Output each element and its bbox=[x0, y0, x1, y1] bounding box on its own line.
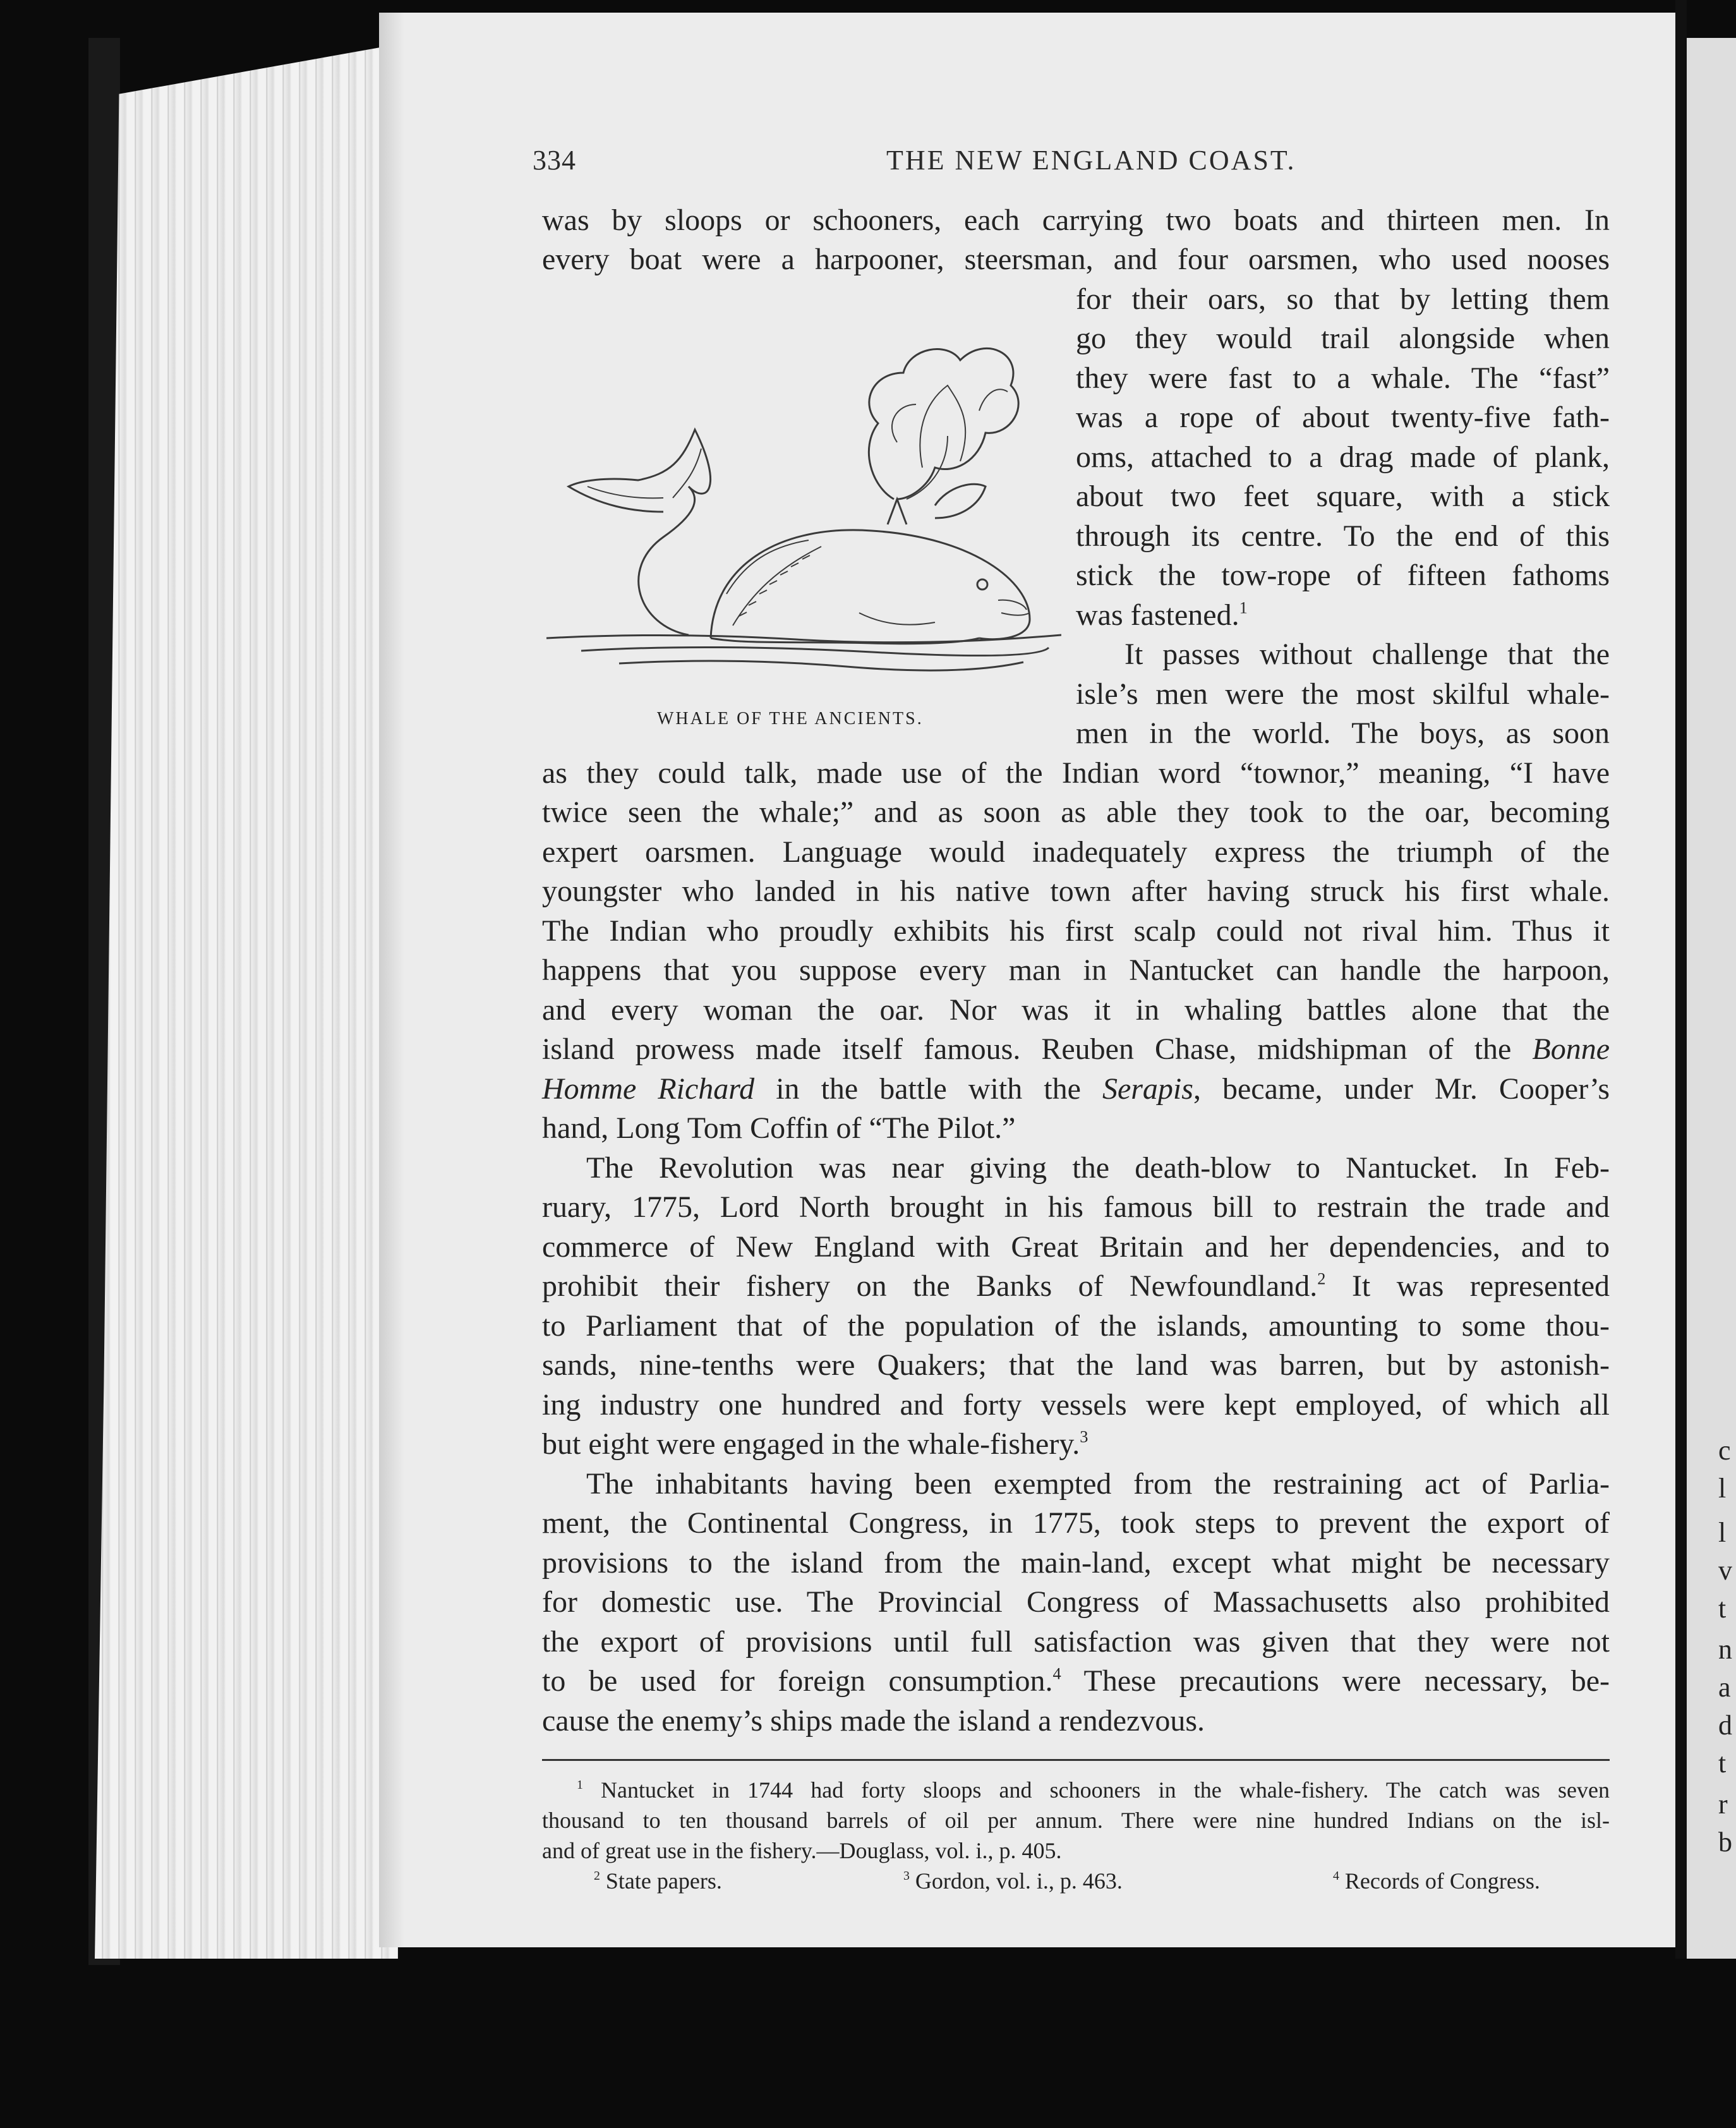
text-line bbox=[542, 1425, 1610, 1464]
next-page-letter: b bbox=[1718, 1827, 1732, 1858]
next-page-letter: n bbox=[1718, 1634, 1732, 1665]
text-fragment: in the battle with the bbox=[776, 1072, 1081, 1106]
ship-name: Homme Richard bbox=[542, 1072, 755, 1106]
footnote-4 bbox=[1333, 1866, 1540, 1895]
next-page-letter: l bbox=[1718, 1473, 1727, 1504]
footnote-mark: 2 bbox=[594, 1869, 600, 1883]
footnote-mark: 1 bbox=[577, 1778, 583, 1792]
footnote-mark: 4 bbox=[1333, 1869, 1339, 1883]
next-page-letter: t bbox=[1718, 1748, 1727, 1779]
footnote-text: Nantucket in 1744 had forty sloops and schooners in the whale-fishery. The catch was seven bbox=[601, 1777, 1610, 1803]
text-fragment: was fastened. bbox=[1076, 598, 1239, 632]
text-line: The Indian who proudly exhibits his first scalp could not rival him. Thus it bbox=[542, 914, 1610, 948]
footnote-text: Records of Congress. bbox=[1344, 1868, 1540, 1894]
footnote-text: State papers. bbox=[605, 1868, 722, 1894]
page-edges bbox=[95, 44, 398, 1959]
text-line bbox=[542, 1267, 1610, 1306]
text-fragment: prohibit their fishery on the Banks of Newfoundland. bbox=[542, 1269, 1318, 1303]
text-line: through its centre. To the end of this bbox=[1076, 519, 1610, 553]
text-line: go they would trail alongside when bbox=[1076, 322, 1610, 355]
text-line: youngster who landed in his native town after having struck his first whale. bbox=[542, 874, 1610, 908]
page-binding-shadow bbox=[379, 13, 404, 1947]
text-line: commerce of New England with Great Britain and her dependencies, and to bbox=[542, 1230, 1610, 1264]
next-page-letter: c bbox=[1718, 1435, 1731, 1466]
whale-illustration bbox=[543, 297, 1061, 689]
text-line: The inhabitants having been exempted from the restraining act of Parlia- bbox=[586, 1467, 1610, 1501]
next-page-letter: a bbox=[1718, 1672, 1731, 1703]
text-line: sands, nine-tenths were Quakers; that the land was barren, but by astonish- bbox=[542, 1348, 1610, 1382]
ship-name: Serapis bbox=[1102, 1072, 1193, 1106]
text-line: expert oarsmen. Language would inadequately express the triumph of the bbox=[542, 835, 1610, 869]
text-line: It passes without challenge that the bbox=[1124, 638, 1610, 671]
footnote-mark: 3 bbox=[1080, 1427, 1088, 1446]
figure-caption: WHALE OF THE ANCIENTS. bbox=[657, 709, 924, 728]
text-line: as they could talk, made use of the Indian word “townor,” meaning, “I have bbox=[542, 756, 1610, 790]
page-header bbox=[533, 144, 1606, 182]
text-line: ruary, 1775, Lord North brought in his famous bill to restrain the trade and bbox=[542, 1190, 1610, 1224]
next-page-letter: t bbox=[1718, 1593, 1727, 1624]
text-line: happens that you suppose every man in Nantucket can handle the harpoon, bbox=[542, 953, 1610, 987]
text-line: the export of provisions until full satisfaction was given that they were not bbox=[542, 1625, 1610, 1659]
page-number: 334 bbox=[533, 145, 576, 176]
footnote-rule bbox=[542, 1759, 1610, 1761]
text-line: was a rope of about twenty-five fath- bbox=[1076, 401, 1610, 434]
footnote-2 bbox=[594, 1866, 722, 1895]
footnote-mark: 1 bbox=[1239, 598, 1248, 617]
text-line: stick the tow-rope of fifteen fathoms bbox=[1076, 559, 1610, 592]
footnote-text: Gordon, vol. i., p. 463. bbox=[915, 1868, 1123, 1894]
footnote-mark: 4 bbox=[1052, 1664, 1061, 1683]
text-line: ing industry one hundred and forty vessels were kept employed, of which all bbox=[542, 1388, 1610, 1422]
next-page-letter: v bbox=[1718, 1555, 1732, 1586]
next-page-letter: l bbox=[1718, 1517, 1727, 1548]
text-line bbox=[1076, 596, 1610, 635]
text-line: was by sloops or schooners, each carrying two boats and thirteen men. In bbox=[542, 203, 1610, 237]
text-line: they were fast to a whale. The “fast” bbox=[1076, 361, 1610, 395]
text-fragment: but eight were engaged in the whale-fishery. bbox=[542, 1427, 1080, 1461]
gutter bbox=[1675, 0, 1687, 1959]
text-line: men in the world. The boys, as soon bbox=[1076, 716, 1610, 750]
text-line: cause the enemy’s ships made the island a rendezvous. bbox=[542, 1704, 1205, 1738]
footnote-1-line: and of great use in the fishery.—Douglass, vol. i., p. 405. bbox=[542, 1838, 1062, 1863]
text-line: about two feet square, with a stick bbox=[1076, 480, 1610, 513]
ship-name: Bonne bbox=[1532, 1032, 1610, 1066]
text-fragment: island prowess made itself famous. Reuben Chase, midshipman of the bbox=[542, 1032, 1512, 1066]
text-fragment: , became, under Mr. Cooper’s bbox=[1193, 1072, 1610, 1106]
footnote-mark: 3 bbox=[903, 1869, 910, 1883]
footnote-mark: 2 bbox=[1317, 1269, 1326, 1288]
text-line: and every woman the oar. Nor was it in whaling battles alone that the bbox=[542, 993, 1610, 1027]
text-line: isle’s men were the most skilful whale- bbox=[1076, 677, 1610, 711]
running-head: THE NEW ENGLAND COAST. bbox=[886, 145, 1296, 176]
next-page-letter: r bbox=[1718, 1789, 1728, 1820]
next-page-edge bbox=[1687, 38, 1736, 1959]
text-line: for domestic use. The Provincial Congress of Massachusetts also prohibited bbox=[542, 1585, 1610, 1619]
text-line: twice seen the whale;” and as soon as able they took to the oar, becoming bbox=[542, 795, 1610, 829]
text-line: to Parliament that of the population of the islands, amounting to some thou- bbox=[542, 1309, 1610, 1343]
text-line bbox=[542, 1070, 1610, 1109]
text-line: for their oars, so that by letting them bbox=[1076, 282, 1610, 316]
text-line: ment, the Continental Congress, in 1775, took steps to prevent the export of bbox=[542, 1506, 1610, 1540]
footnote-1-line: thousand to ten thousand barrels of oil per annum. There were nine hundred Indians on the isl- bbox=[542, 1808, 1610, 1833]
text-line bbox=[542, 1662, 1610, 1701]
text-fragment: It was represented bbox=[1351, 1269, 1610, 1303]
text-line: hand, Long Tom Coffin of “The Pilot.” bbox=[542, 1111, 1016, 1145]
text-fragment: to be used for foreign consumption. bbox=[542, 1664, 1053, 1698]
text-line: The Revolution was near giving the death-blow to Nantucket. In Feb- bbox=[586, 1151, 1610, 1185]
next-page-letter: d bbox=[1718, 1710, 1732, 1741]
text-line: provisions to the island from the main-land, except what might be necessary bbox=[542, 1546, 1610, 1580]
text-line: oms, attached to a drag made of plank, bbox=[1076, 440, 1610, 474]
text-line: every boat were a harpooner, steersman, and four oarsmen, who used nooses bbox=[542, 243, 1610, 276]
text-line bbox=[542, 1030, 1610, 1069]
text-fragment: These precautions were necessary, be- bbox=[1083, 1664, 1610, 1698]
footnote-3 bbox=[903, 1866, 1123, 1895]
footnote-1 bbox=[577, 1775, 1610, 1805]
